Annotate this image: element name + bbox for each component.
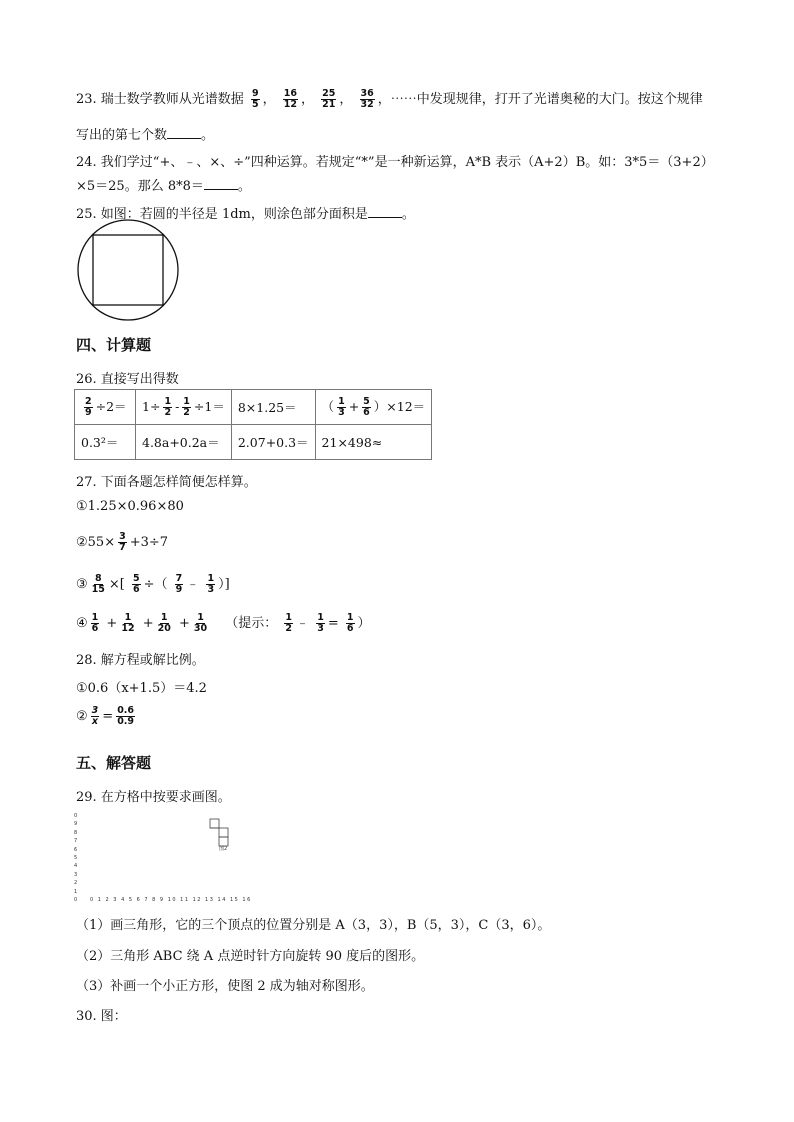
question-28-part2: ② $\frac{3}{x}$ = $\frac{0.6}{0.9}$ [76, 705, 135, 727]
question-25: 25. 如图：若圆的半径是 1dm，则涂色部分面积是 。 [76, 207, 415, 222]
question-29-step2: （2）三角形 ABC 绕 A 点逆时针方向旋转 90 度后的图形。 [76, 949, 425, 964]
question-29-title: 29. 在方格中按要求画图。 [76, 790, 231, 805]
question-24-line1: 24. 我们学过“+、﹣、×、÷”四种运算。若规定“*”是一种新运算，A*B 表示（A+2）B。如：3*5＝（3+2） [76, 155, 714, 170]
answer-blank[interactable] [204, 178, 238, 190]
answer-blank[interactable] [368, 206, 402, 218]
question-28-title: 28. 解方程或解比例。 [76, 653, 205, 668]
table-cell: 1÷ $\frac{1}{2}$ - $\frac{1}{2}$ ÷1＝ [136, 390, 232, 425]
table-cell: 21×498≈ [315, 425, 432, 460]
figure-2-label: 图2 [219, 846, 228, 852]
question-28-part1: ①0.6（x+1.5）＝4.2 [76, 681, 207, 696]
y-axis-ticks: 0 9 8 7 6 5 4 3 2 1 0 [74, 813, 78, 904]
q23-fraction-3: $\frac{25}{21}$ [322, 88, 336, 110]
inner-square [93, 235, 163, 305]
question-23-line1: 23. 瑞士数学教师从光谱数据 $\frac{9}{5}$ ， $\frac{16}{12}$ ， $\frac{25}{21}$ ， $\frac{36}{32}$ ，⋯⋯中发现规律，打开了光谱奥秘的大门。按这个规律 [76, 88, 703, 110]
q23-fraction-2: $\frac{16}{12}$ [283, 88, 297, 110]
section-heading-calculation: 四、计算题 [76, 336, 152, 354]
circle-square-figure [76, 218, 180, 322]
question-29-step1: （1）画三角形，它的三个顶点的位置分别是 A（3，3），B（5，3），C（3，6）。 [76, 918, 551, 933]
question-23-line2: 写出的第七个数 。 [76, 128, 215, 143]
table-cell: $\frac{2}{9}$ ÷2＝ [75, 390, 136, 425]
table-row [75, 425, 432, 460]
table-cell: （ $\frac{1}{3}$ + $\frac{5}{6}$ ）×12＝ [315, 390, 432, 425]
question-30: 30. 图： [76, 1009, 127, 1024]
question-26-title: 26. 直接写出得数 [76, 372, 179, 387]
question-29-step3: （3）补画一个小正方形，使图 2 成为轴对称图形。 [76, 979, 374, 994]
x-axis-ticks: 0 1 2 3 4 5 6 7 8 9 10 11 12 13 14 15 16 [90, 897, 252, 903]
table-cell: 2.07+0.3＝ [231, 425, 315, 460]
question-27-part1: ①1.25×0.96×80 [76, 499, 184, 514]
question-27-part2: ②55× $\frac{3}{7}$ +3÷7 [76, 531, 169, 553]
table-cell: 4.8a+0.2a＝ [136, 425, 232, 460]
q23-suffix: ，⋯⋯中发现规律，打开了光谱奥秘的大门。按这个规律 [377, 92, 703, 107]
q23-prefix: 23. 瑞士数学教师从光谱数据 [76, 92, 244, 107]
table-cell: 8×1.25＝ [231, 390, 315, 425]
calc-table [74, 389, 432, 460]
answer-blank[interactable] [167, 127, 201, 139]
question-27-part4: ④ $\frac{1}{6}$ + $\frac{1}{12}$ + $\frac{1}{20}$ + $\frac{1}{30}$ （提示： $\frac{1}{2}$ ﹣ $\frac{1}{3}$ = $\frac{1}{6}$ ） [76, 612, 371, 634]
q23-fraction-4: $\frac{36}{32}$ [360, 88, 374, 110]
table-row [75, 390, 432, 425]
question-24-line2: ×5＝25。那么 8*8＝ 。 [76, 179, 251, 194]
table-cell: 0.3²＝ [75, 425, 136, 460]
question-27-part3: ③ $\frac{8}{15}$ ×[ $\frac{5}{6}$ ÷（ $\frac{7}{9}$ ﹣ $\frac{1}{3}$ ）] [76, 573, 230, 595]
question-27-title: 27. 下面各题怎样简便怎样算。 [76, 475, 257, 490]
section-heading-solutions: 五、解答题 [76, 754, 152, 772]
q23-fraction-1: $\frac{9}{5}$ [251, 88, 259, 110]
